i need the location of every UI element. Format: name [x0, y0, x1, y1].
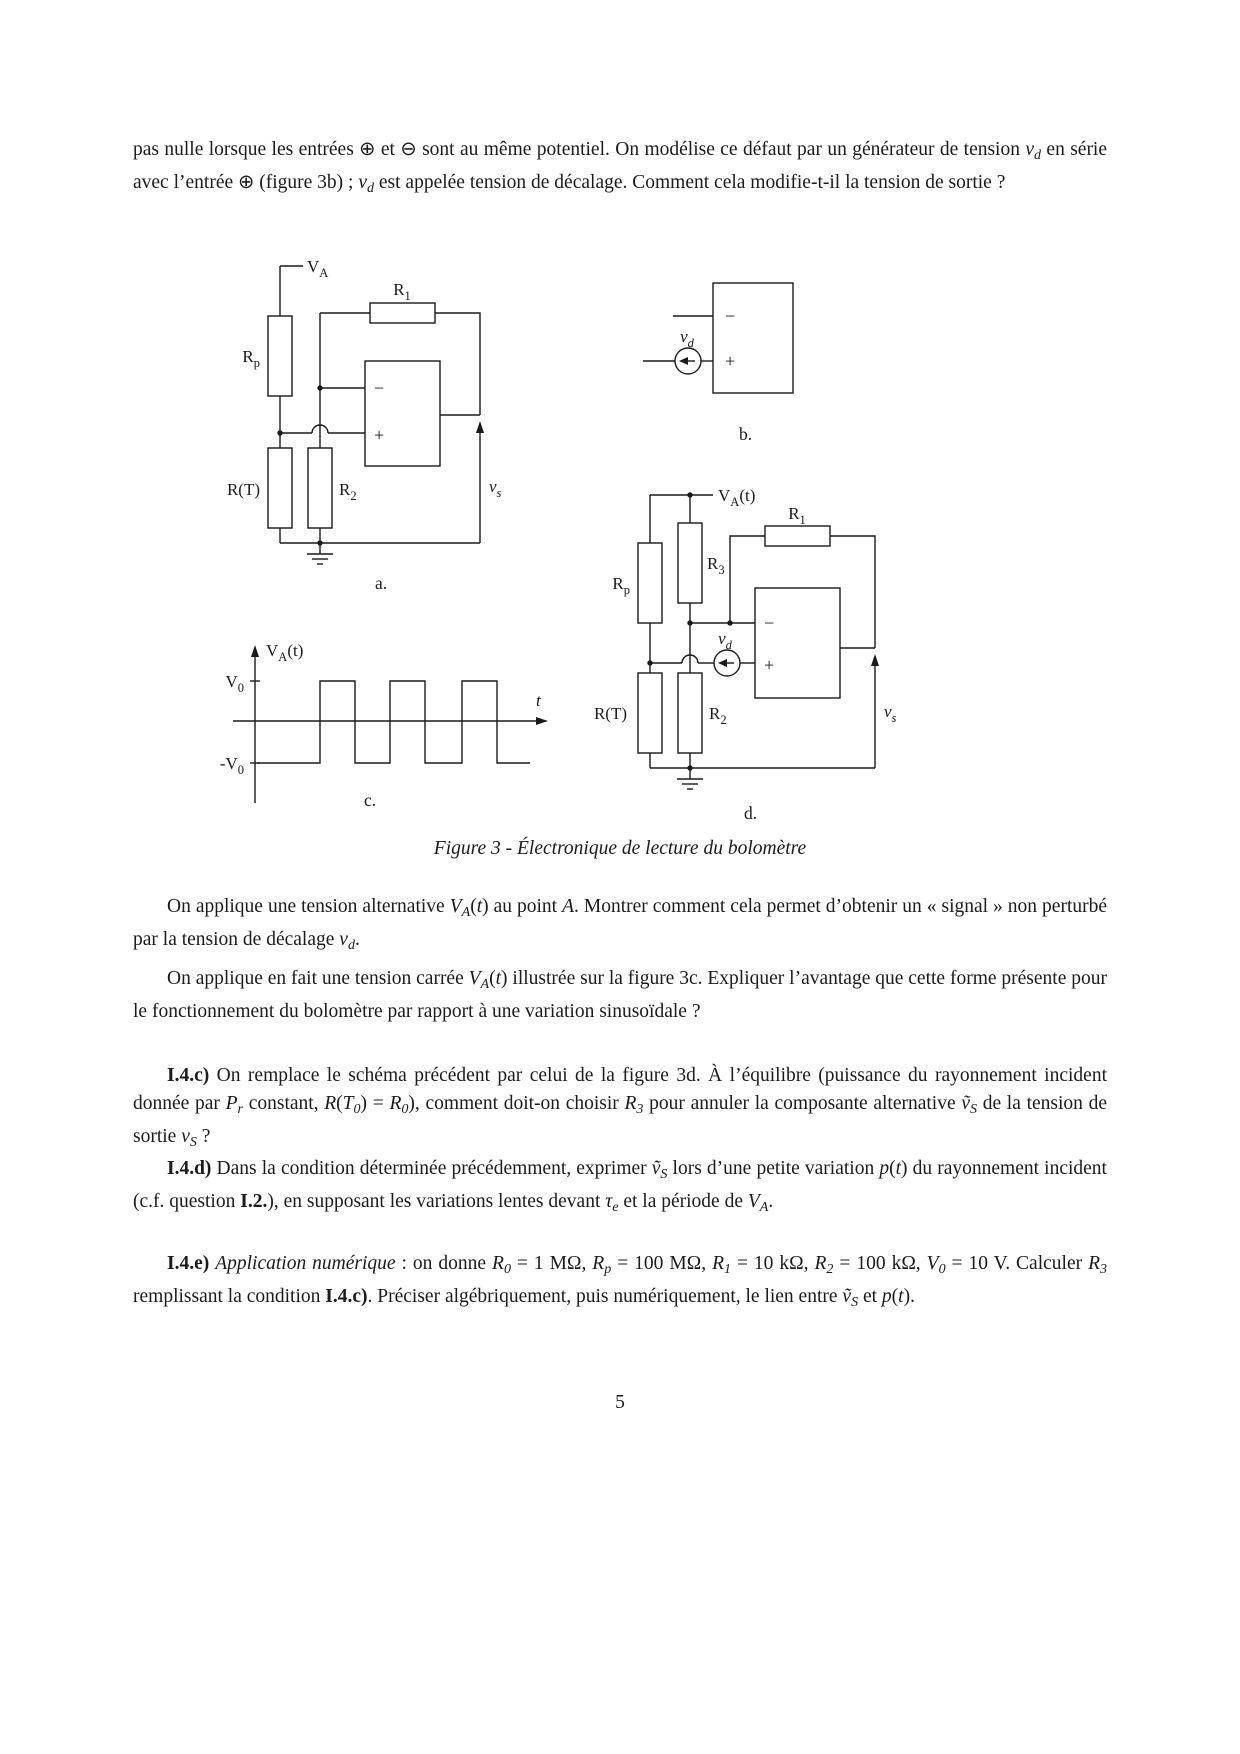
opamp-b-minus: − — [725, 306, 736, 326]
figure-3 — [133, 243, 1107, 835]
paragraph-i4c: I.4.c) On remplace le schéma précédent par celui de la figure 3d. À l’équilibre (puissance du rayonnement incident donnée par $P_r$ constant, $R(T_0) = R_0$), comment doit-on choisir $R_3$ pour annuler la composante alternative ṽ$_S$ de la tension de sortie $v_S$ ? — [133, 1065, 1107, 1150]
opamp-a-plus: + — [374, 425, 385, 445]
subfigure-d-tag: d. — [744, 803, 758, 823]
label-vs-d: $v_s$ — [884, 702, 897, 725]
label-minus-v0-c: $-V_0$ — [219, 754, 244, 777]
square-wave — [257, 681, 530, 763]
label-rp-a: $R_p$ — [242, 347, 260, 370]
paragraph-i4d: I.4.d) Dans la condition déterminée précédemment, exprimer ṽ$_S$ lors d’une petite variation p(t) du rayonnement incident (c.f. question I.2.), en supposant les variations lentes devant $\tau_e$ et la période de $V_A$. — [133, 1158, 1107, 1215]
opamp-a-minus: − — [374, 378, 385, 398]
resistor-rt-a — [268, 448, 292, 528]
opamp-d-plus: + — [764, 655, 775, 675]
paragraph-2: On applique en fait une tension carrée $V_A(t)$ illustrée sur la figure 3c. Expliquer l’avantage que cette forme présente pour le fonctionnement du bolomètre par rapport à une variation sinusoïdale ? — [133, 968, 1107, 1022]
resistor-r1-d — [765, 526, 830, 546]
label-r3-d: $R_3$ — [707, 554, 725, 577]
resistor-rt-d — [638, 673, 662, 753]
label-va-a: $V_A$ — [307, 257, 329, 280]
vs-arrow-d — [871, 654, 879, 768]
paragraph-1: On applique une tension alternative $V_A(t)$ au point A. Montrer comment cela permet d’obtenir un « signal » non perturbé par la tension de décalage $v_d$. — [133, 896, 1108, 953]
label-t-axis-c: t — [536, 691, 541, 710]
page-number: 5 — [615, 1392, 625, 1413]
figure-3-diagram — [133, 243, 1107, 835]
resistor-r3-d — [678, 523, 702, 603]
label-v0-c: $V_0$ — [225, 672, 244, 695]
paragraph-i4e: I.4.e) Application numérique : on donne $R_0 = 1$ MΩ, $R_p = 100$ MΩ, $R_1 = 10$ kΩ, $R_2 = 100$ kΩ, $V_0 = 10$ V. Calculer $R_3$ remplissant la condition I.4.c). Préciser algébriquement, puis numériquement, le lien entre ṽ$_S$ et p(t). — [133, 1253, 1108, 1310]
label-vs-a: $v_s$ — [489, 477, 502, 500]
y-axis-c — [251, 645, 259, 803]
paragraph-intro: pas nulle lorsque les entrées ⊕ et ⊖ sont au même potentiel. On modélise ce défaut par un générateur de tension $v_d$ en série avec l’entrée ⊕ (figure 3b) ; $v_d$ est appelée tension de décalage. Comment cela modifie-t-il la tension de sortie ? — [133, 139, 1108, 196]
label-r2-d: $R_2$ — [709, 704, 727, 727]
label-r1-d: $R_1$ — [788, 504, 806, 527]
label-vd-d: $v_d$ — [718, 629, 732, 652]
subfigure-a-tag: a. — [375, 573, 388, 593]
circuit-d — [594, 486, 897, 823]
resistor-r2-d — [678, 673, 702, 753]
waveform-c — [220, 641, 548, 810]
label-rt-d: R(T) — [593, 704, 627, 723]
circuit-a — [227, 257, 502, 593]
subfigure-c-tag: c. — [364, 790, 377, 810]
resistor-rp-d — [638, 543, 662, 623]
opamp-d — [755, 588, 840, 698]
circuit-b — [643, 283, 793, 444]
opamp-a — [365, 361, 440, 466]
ground-icon-a — [307, 543, 333, 564]
vs-arrow-a — [476, 421, 484, 543]
label-va-d: $V_A(t)$ — [718, 486, 756, 509]
label-vd-b: $v_d$ — [680, 327, 694, 350]
figure-caption: Figure 3 - Électronique de lecture du bolomètre — [433, 838, 807, 859]
opamp-b — [713, 283, 793, 393]
resistor-r2-a — [308, 448, 332, 528]
label-rt-a: R(T) — [226, 480, 260, 499]
subfigure-b-tag: b. — [739, 424, 753, 444]
label-va-axis-c: $V_A(t)$ — [266, 641, 304, 664]
opamp-b-plus: + — [725, 351, 736, 371]
resistor-rp-a — [268, 316, 292, 396]
resistor-r1-a — [370, 303, 435, 323]
label-r2-a: $R_2$ — [339, 480, 357, 503]
label-rp-d: $R_p$ — [612, 574, 630, 597]
vd-source-d — [714, 650, 740, 676]
vd-source-b — [675, 348, 701, 374]
label-r1-a: $R_1$ — [393, 280, 411, 303]
ground-icon-d — [677, 768, 703, 789]
opamp-d-minus: − — [764, 613, 775, 633]
